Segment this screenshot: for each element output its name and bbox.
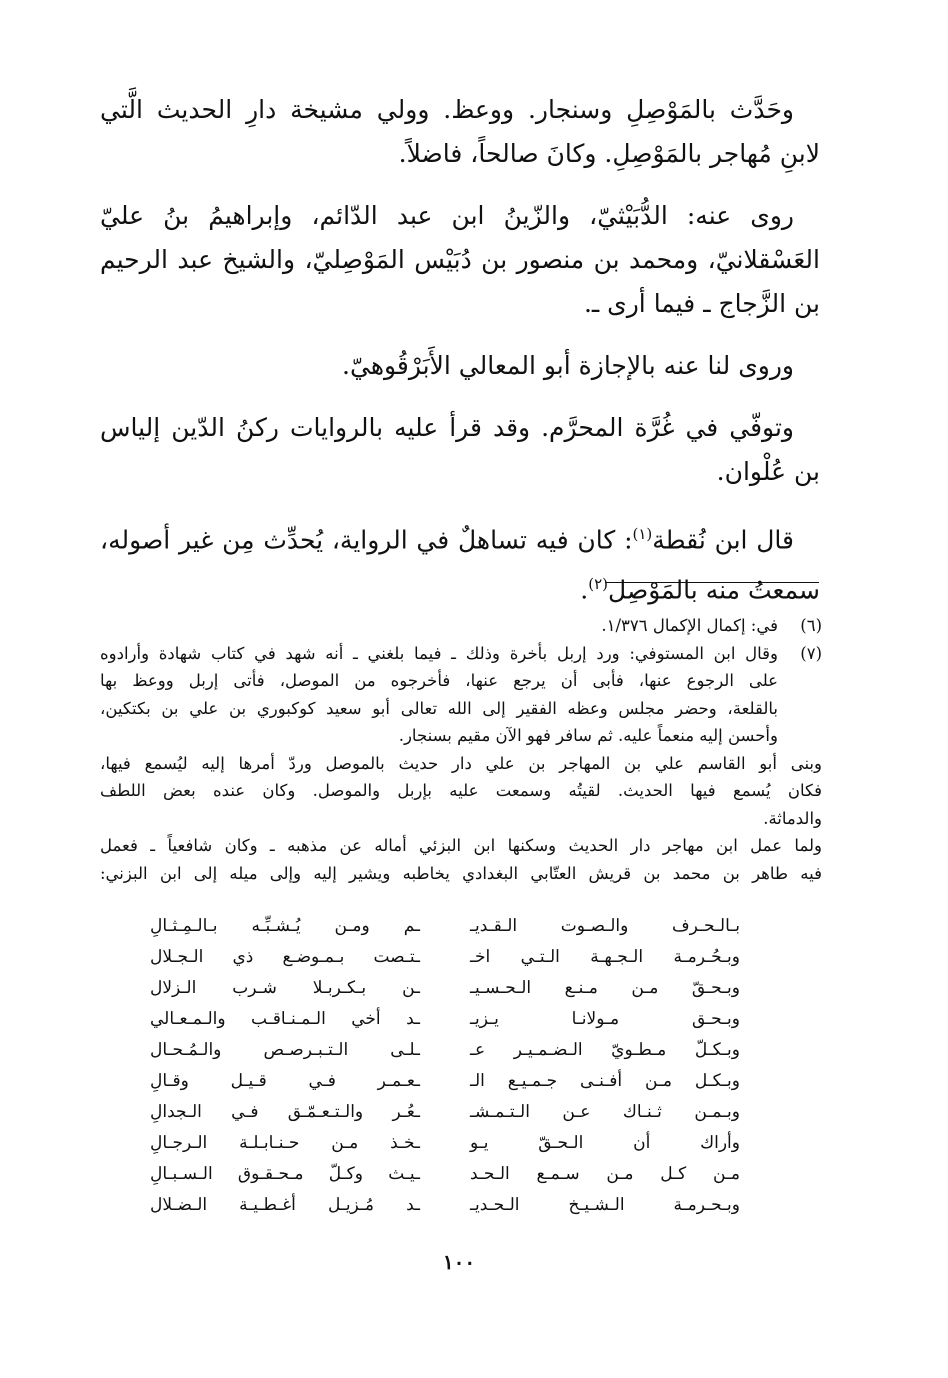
text-segment: قال ابن نُقطة [652, 525, 795, 555]
footnote-line: وبنى أبو القاسم علي بن المهاجر بن علي دار حديث بالموصل وردّ أمرها إليه ليُسمع فيها، [100, 753, 822, 773]
first-hemistich: وبـمـن ثـنـاك عـن الـتـمـشـ [470, 1101, 740, 1122]
text-line: الزَّجاج ـ فيما أرى ـ. [583, 289, 787, 318]
second-hemistich: ـخـذ مـن حـنـابـلـة الـرجـالِ [150, 1132, 420, 1153]
paragraph-1 [100, 88, 820, 176]
poem-verse [150, 1096, 740, 1127]
poem-verse [150, 1034, 740, 1065]
first-hemistich: وبـكـلّ مـطـويّ الـضـمـيـر عـ [470, 1039, 740, 1060]
footnote-number: (٦) [800, 616, 822, 635]
page-number: ١٠٠ [442, 1250, 476, 1274]
second-hemistich: ـن بـكـربـلا شـرب الـزلال [150, 977, 420, 998]
first-hemistich: وأراك أن الـحـقّ يـو [470, 1132, 740, 1153]
first-hemistich: وبـكـل مـن أفـنـى جـمـيـع الـ [470, 1070, 740, 1091]
poem-verse [150, 1189, 740, 1220]
first-hemistich: وبـحـق مـولانـا يـزيـ [470, 1008, 740, 1029]
second-hemistich: ـيـث وكـلّ مـحـقـوق الـسـبـالِ [150, 1163, 420, 1184]
paragraph-4 [100, 406, 820, 494]
second-hemistich: ـتـصت بـمـوضـع ذي الـجـلال [150, 946, 420, 967]
footnote-line: فكان يُسمع فيها الحديث. لقيتُه وسمعت عليه بإربل والموصل. وكان عنده بعض اللطف [100, 781, 822, 800]
first-hemistich: وبـحـرمـة الـشـيـخ الـحـديـ [470, 1194, 740, 1215]
text-segment: سمعتُ منه بالمَوْصِل [608, 575, 820, 605]
first-hemistich: وبـحـقّ مـن مـنـع الـحـسـيـ [470, 977, 740, 998]
footnote-marker-2[interactable]: (٢) [588, 575, 609, 594]
poem-verse [150, 941, 740, 972]
second-hemistich: ـعُـر والـتـعـمّـق فـي الـجدالِ [150, 1101, 420, 1122]
footnote-7 [100, 640, 822, 750]
text-line: وروى لنا عنه بالإجازة أبو المعالي الأَبَرْقُوهيّ. [342, 351, 794, 380]
text-segment: : كان فيه تساهلٌ في الرواية، يُحدِّث مِن غير أصوله، [100, 525, 633, 555]
second-hemistich: ـعـمـر فـي قـيـل وقـالِ [150, 1070, 420, 1091]
paragraph-3 [100, 344, 820, 388]
paragraph-2 [100, 194, 820, 326]
second-hemistich: ـلـى الـتـبـرصـص والـمُـحـال [150, 1039, 420, 1060]
paragraph-5 [100, 512, 820, 613]
text-line: روى عنه: الدُّبَيْثيّ، والزّينُ ابن عبد الدّائم، وإبراهيمُ بنُ عليّ [100, 201, 794, 230]
poem-verse [150, 910, 740, 941]
footnote-number: (٧) [800, 643, 822, 663]
second-hemistich: ـم ومـن يُـشـبِّـه بـالـمِـثـالِ [150, 915, 420, 936]
footnote-line: ولما عمل ابن مهاجر دار الحديث وسكنها ابن البزئي أماله عن مذهبه ـ وكان شافعياً ـ فعمل [100, 836, 822, 855]
text-line: وحَدَّث بالمَوْصِلِ وسنجار. ووعظ. وولي مشيخة دارِ الحديث الَّتي لابنِ [100, 95, 820, 168]
footnote-line: والدماثة. [763, 808, 822, 828]
footnote-separator [605, 582, 819, 583]
poem-verse [150, 1158, 740, 1189]
text-line: مُهاجر بالمَوْصِلِ. وكانَ صالحاً، فاضلاً. [398, 139, 772, 168]
footnote-paragraph-3 [100, 832, 822, 887]
poem-verse [150, 1003, 740, 1034]
footnote-line: وأحسن إليه منعماً عليه. ثم سافر فهو الآن مقيم بسنجار. [398, 726, 778, 745]
text-line: عُلْوان. [716, 457, 787, 486]
footnote-6 [100, 612, 822, 640]
poem-verse [150, 972, 740, 1003]
footnote-line: على الرجوع عنها، فأبى أن يرجع عنها، فأخرجوه من الموصل، فأتى إربل ووعظ بها [100, 671, 778, 690]
poem [150, 910, 740, 1220]
first-hemistich: مـن كـل مـن سـمـع الـحـد [470, 1163, 740, 1184]
footnote-line: فيه طاهر بن محمد بن قريش العتّابي البغدادي يخاطبه ويشير إليه وإلى ميله إلى ابن البزني: [100, 863, 822, 883]
second-hemistich: ـد مُـزيـل أغـطـيـة الـضـلال [150, 1194, 420, 1215]
footnote-line: بالقلعة، وحضر مجلس وعظه الفقير إلى الله تعالى أبو سعيد كوكبوري بن علي بن بكتكين، [100, 698, 778, 718]
main-text [100, 88, 820, 627]
second-hemistich: ـد أخي الـمـنـاقـب والـمـعـالي [150, 1008, 420, 1029]
first-hemistich: وبـحُـرمـة الـجـهـة الـتـي اخـ [470, 946, 740, 967]
first-hemistich: بـالـحـرف والـصـوت الـقـديـ [470, 915, 740, 936]
text-line: العَسْقلانيّ، ومحمد بن منصور بن دُبَيْس المَوْصِليّ، والشيخ عبد الرحيم بن [100, 245, 820, 318]
footnote-line: وقال ابن المستوفي: ورد إربل بأخرة وذلك ـ فيما بلغني ـ أنه شهد في كتاب شهادة وأرادوه [100, 643, 778, 663]
footnote-marker-1[interactable]: (١) [632, 525, 653, 543]
poem-verse [150, 1065, 740, 1096]
footnotes [100, 612, 822, 887]
footnote-paragraph-2 [100, 750, 822, 833]
text-segment: . [580, 575, 589, 605]
poem-verse [150, 1127, 740, 1158]
footnote-text: في: إكمال الإكمال ١/٣٧٦. [601, 616, 778, 635]
text-line: وتوفّي في غُرَّة المحرَّم. وقد قرأ عليه بالروايات ركنُ الدّين إلياس بن [100, 413, 820, 486]
